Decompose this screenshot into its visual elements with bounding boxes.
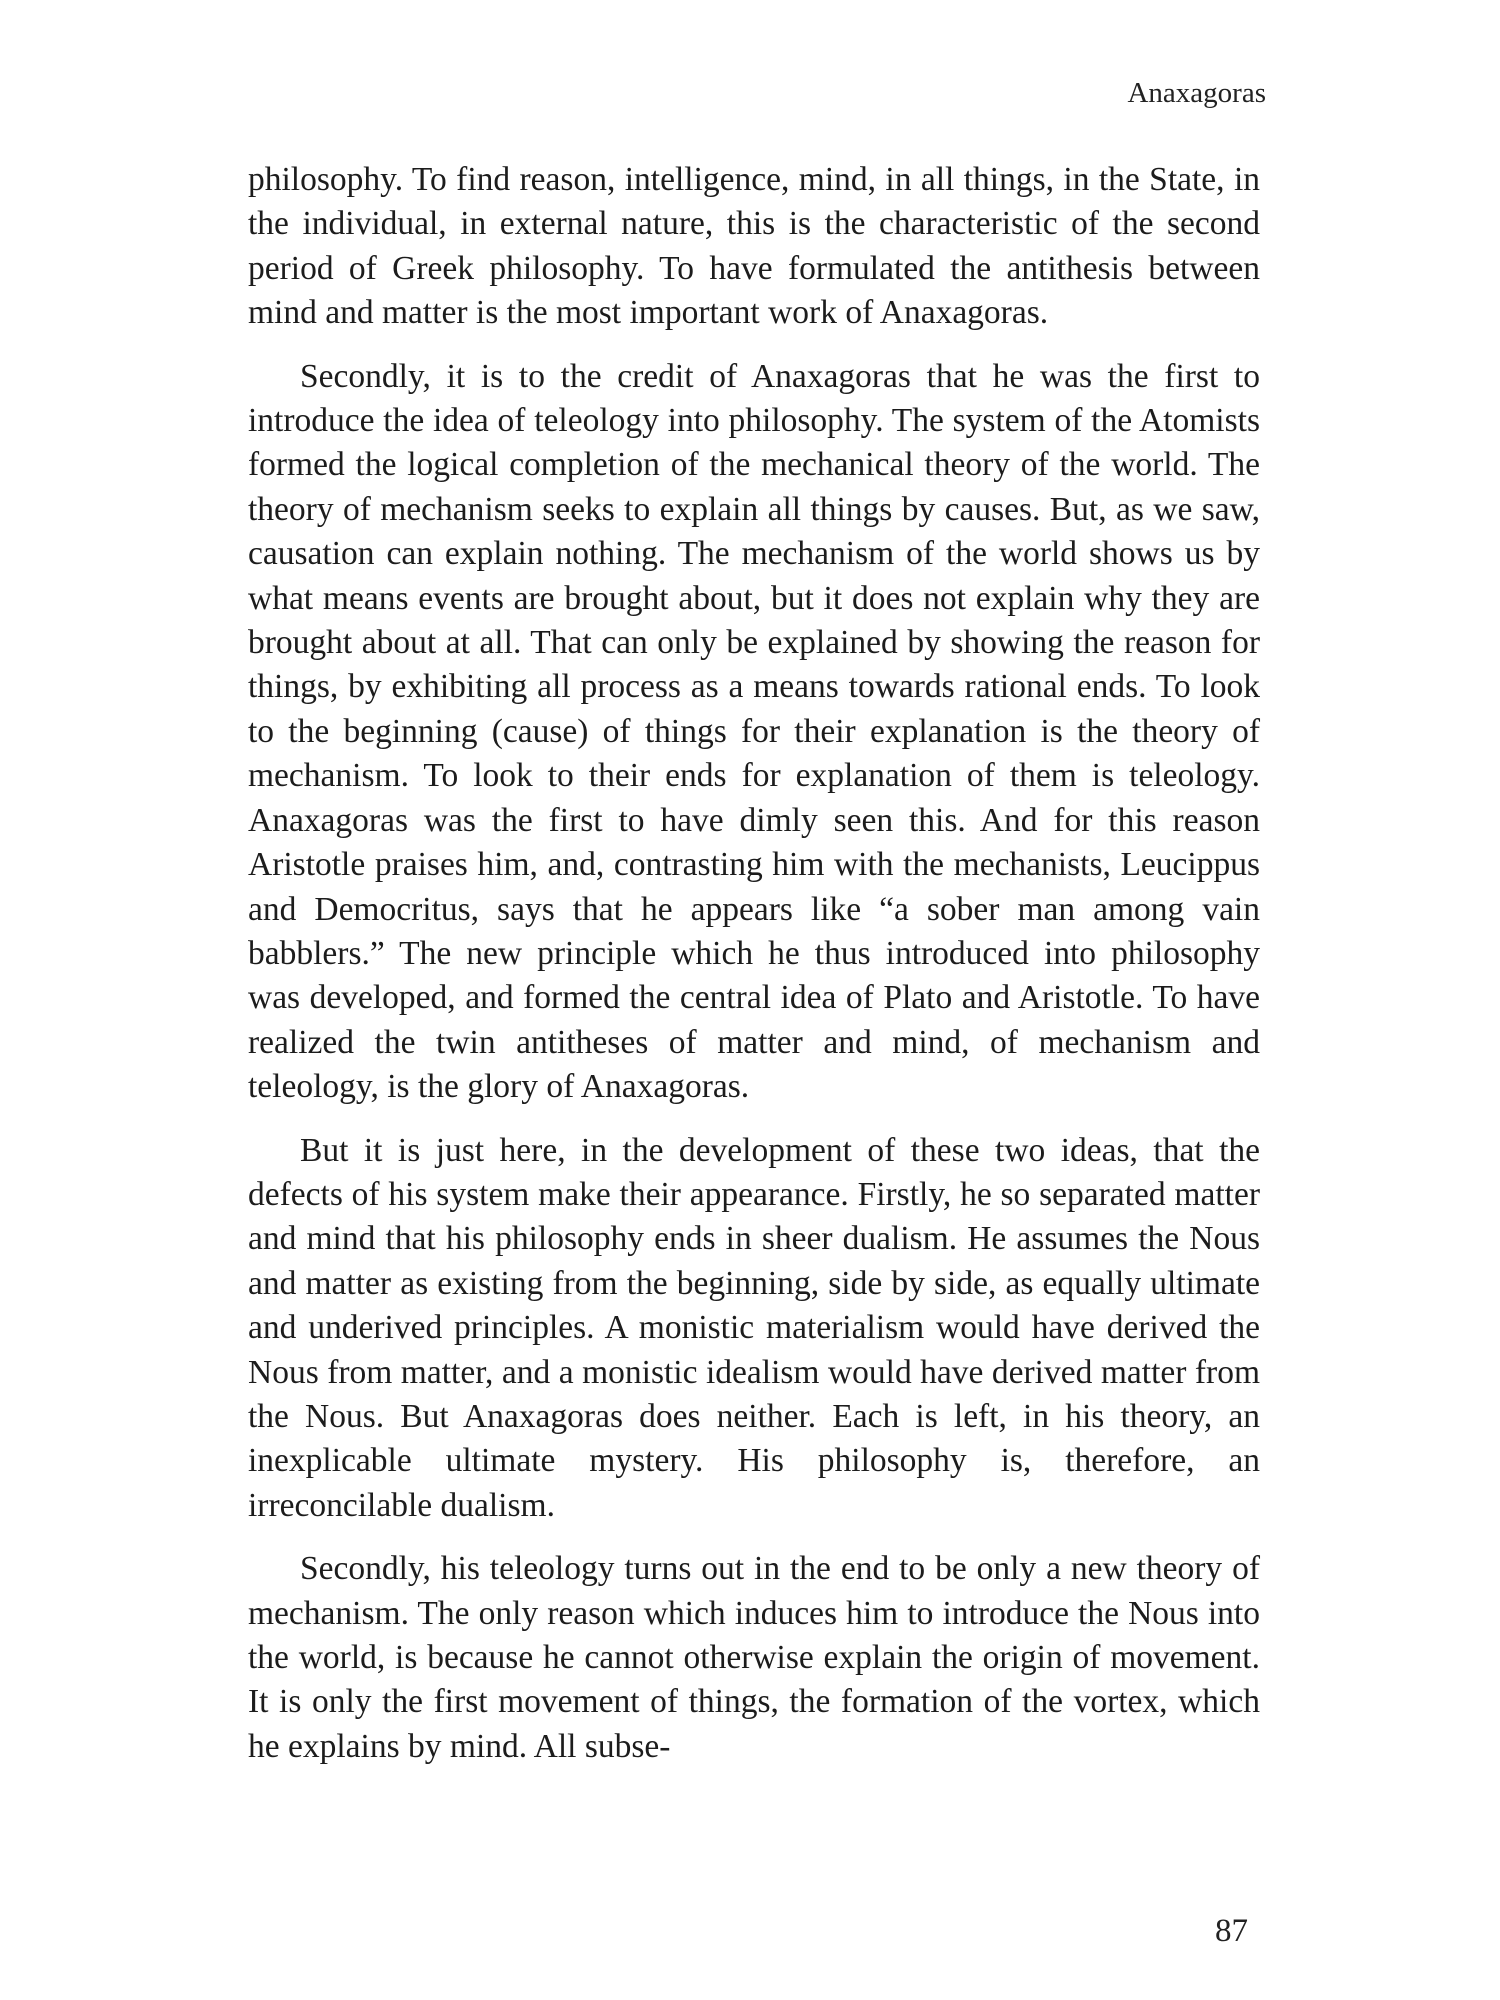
paragraph-continuation: philosophy. To find reason, intelligence, mind, in all things, in the State, in the individual, in external nature, this is the characteristic of the second period of Greek philosophy. To have formulated the antithesis between mind and matter is the most important work of Anaxagoras.: [248, 161, 1260, 332]
body-text: [248, 158, 1260, 1788]
paragraph-mechanism: Secondly, his teleology turns out in the end to be only a new theory of mechanism. The only reason which induces him to introduce the Nous into the world, is because he cannot otherwise explain the origin of movement. It is only the first movement of things, the formation of the vortex, which he explains by mind. All subse-: [248, 1550, 1260, 1765]
paragraph-teleology: Secondly, it is to the credit of Anaxagoras that he was the first to introduce the idea of teleology into philosophy. The system of the Atomists formed the logical completion of the mechanical theory of the world. The theory of mechanism seeks to explain all things by causes. But, as we saw, causation can explain nothing. The mechanism of the world shows us by what means events are brought about, but it does not explain why they are brought about at all. That can only be explained by showing the reason for things, by exhibiting all process as a means towards rational ends. To look to the beginning (cause) of things for their explanation is the theory of mechanism. To look to their ends for explanation of them is teleology. Anaxagoras was the first to have dimly seen this. And for this reason Aristotle praises him, and, contrasting him with the mechanists, Leucippus and Democritus, says that he appears like “a sober man among vain babblers.” The new principle which he thus introduced into philosophy was developed, and formed the central idea of Plato and Aristotle. To have realized the twin antitheses of matter and mind, of mechanism and teleology, is the glory of Anaxagoras.: [248, 357, 1260, 1106]
page-number: 87: [1215, 1913, 1248, 1949]
running-head: Anaxagoras: [1127, 77, 1266, 109]
paragraph-dualism: But it is just here, in the development of these two ideas, that the defects of his system make their appearance. Firstly, he so separated matter and mind that his philosophy ends in sheer dualism. He assumes the Nous and matter as existing from the beginning, side by side, as equally ultimate and underived principles. A monistic materialism would have derived the Nous from matter, and a monistic idealism would have derived matter from the Nous. But Anaxagoras does neither. Each is left, in his theory, an inexplicable ultimate mystery. His philosophy is, therefore, an irreconcilable dualism.: [248, 1131, 1260, 1524]
